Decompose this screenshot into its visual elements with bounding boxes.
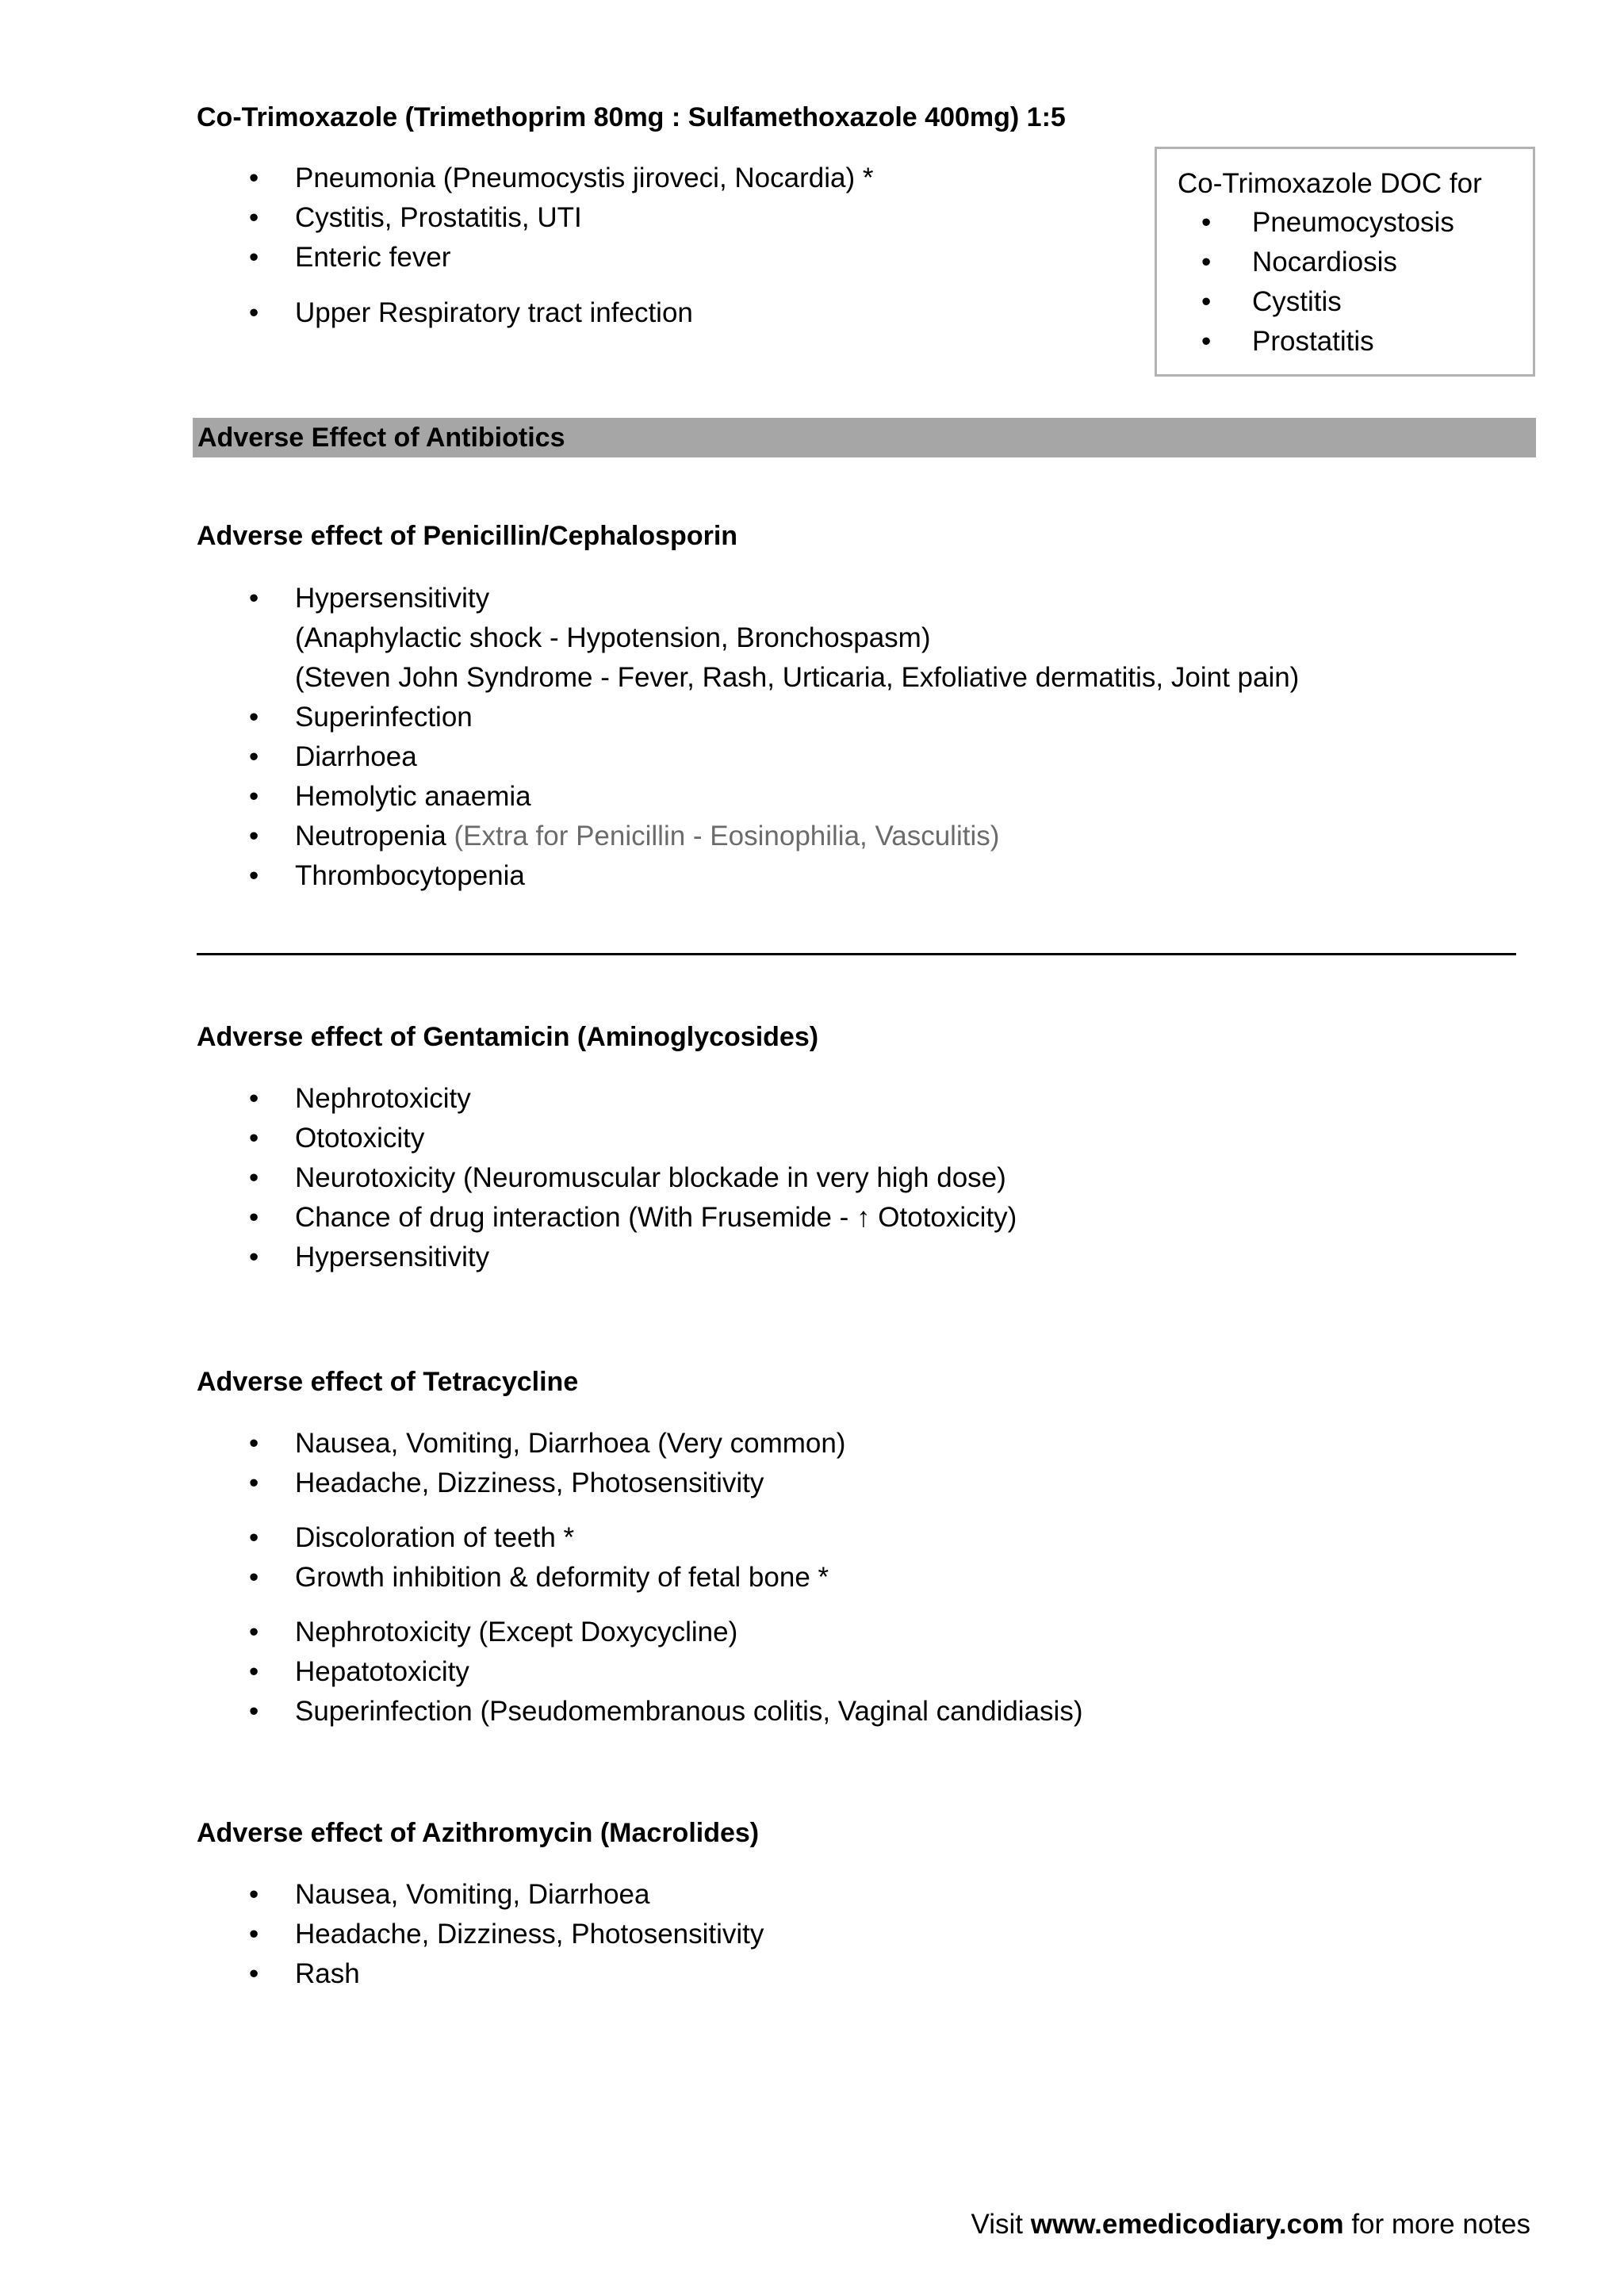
list-item: • Neurotoxicity (Neuromuscular blockade in very high dose) [197,1158,1017,1198]
divider [197,953,1516,955]
list-item: • Pneumocystosis [1157,203,1454,243]
neutropenia-label: Neutropenia [295,821,446,851]
list-item: • Nausea, Vomiting, Diarrhoea (Very common) [197,1424,1082,1464]
list-item: • Nocardiosis [1157,243,1454,282]
gentamicin-heading: Adverse effect of Gentamicin (Aminoglycosides) [197,1022,819,1052]
list-item: • Headache, Dizziness, Photosensitivity [197,1915,764,1954]
list-item: • Cystitis [1157,282,1454,322]
list-item: • Headache, Dizziness, Photosensitivity [197,1464,1082,1503]
tetracycline-list [197,1424,1082,1732]
list-item: • Diarrhoea [197,737,1299,777]
list-item: • Hemolytic anaemia [197,777,1299,817]
list-item: • Hepatotoxicity [197,1652,1082,1692]
section-title: Adverse Effect of Antibiotics [197,423,565,453]
list-item: • Hypersensitivity [197,1238,1017,1277]
list-item [197,817,1299,856]
list-item [197,579,1299,698]
sjs-note: (Steven John Syndrome - Fever, Rash, Urticaria, Exfoliative dermatitis, Joint pain) [295,662,1300,693]
footer-prefix: Visit [971,2209,1031,2240]
footer-suffix: for more notes [1343,2209,1530,2240]
list-item: • Nausea, Vomiting, Diarrhoea [197,1875,764,1915]
azithromycin-heading: Adverse effect of Azithromycin (Macrolides) [197,1818,760,1848]
anaphylaxis-note: (Anaphylactic shock - Hypotension, Bronchospasm) [295,622,931,653]
penicillin-heading: Adverse effect of Penicillin/Cephalosporin [197,521,738,551]
list-item: • Upper Respiratory tract infection [197,293,873,333]
list-item: • Cystitis, Prostatitis, UTI [197,198,873,238]
section-bar [193,418,1536,457]
tetracycline-heading: Adverse effect of Tetracycline [197,1367,579,1397]
list-item: • Chance of drug interaction (With Frusemide - ↑ Ototoxicity) [197,1198,1017,1238]
list-item: • Enteric fever [197,238,873,277]
gentamicin-list [197,1079,1017,1277]
penicillin-extra-note: (Extra for Penicillin - Eosinophilia, Vasculitis) [454,821,1000,851]
footer [971,2207,1530,2242]
list-item: • Discoloration of teeth * [197,1518,1082,1558]
penicillin-list [197,579,1299,896]
list-item: • Nephrotoxicity (Except Doxycycline) [197,1613,1082,1652]
list-item: • Superinfection (Pseudomembranous colitis, Vaginal candidiasis) [197,1692,1082,1732]
footer-site-link[interactable]: www.emedicodiary.com [1030,2209,1344,2240]
doc-box [1155,147,1535,377]
list-item: • Pneumonia (Pneumocystis jiroveci, Nocardia) * [197,159,873,198]
cotrimoxazole-heading: Co-Trimoxazole (Trimethoprim 80mg : Sulfamethoxazole 400mg) 1:5 [197,102,1066,132]
list-item: • Rash [197,1954,764,1994]
list-item: • Thrombocytopenia [197,856,1299,896]
doc-box-title: Co-Trimoxazole DOC for [1178,168,1482,199]
cotrimoxazole-uses-list [197,159,873,333]
list-item: • Nephrotoxicity [197,1079,1017,1119]
hypersensitivity-label: Hypersensitivity [295,583,490,614]
azithromycin-list [197,1875,764,1994]
list-item: • Prostatitis [1157,322,1454,362]
list-item: • Growth inhibition & deformity of fetal bone * [197,1558,1082,1598]
list-item: • Ototoxicity [197,1119,1017,1158]
list-item: • Superinfection [197,698,1299,737]
doc-box-list [1157,203,1454,362]
